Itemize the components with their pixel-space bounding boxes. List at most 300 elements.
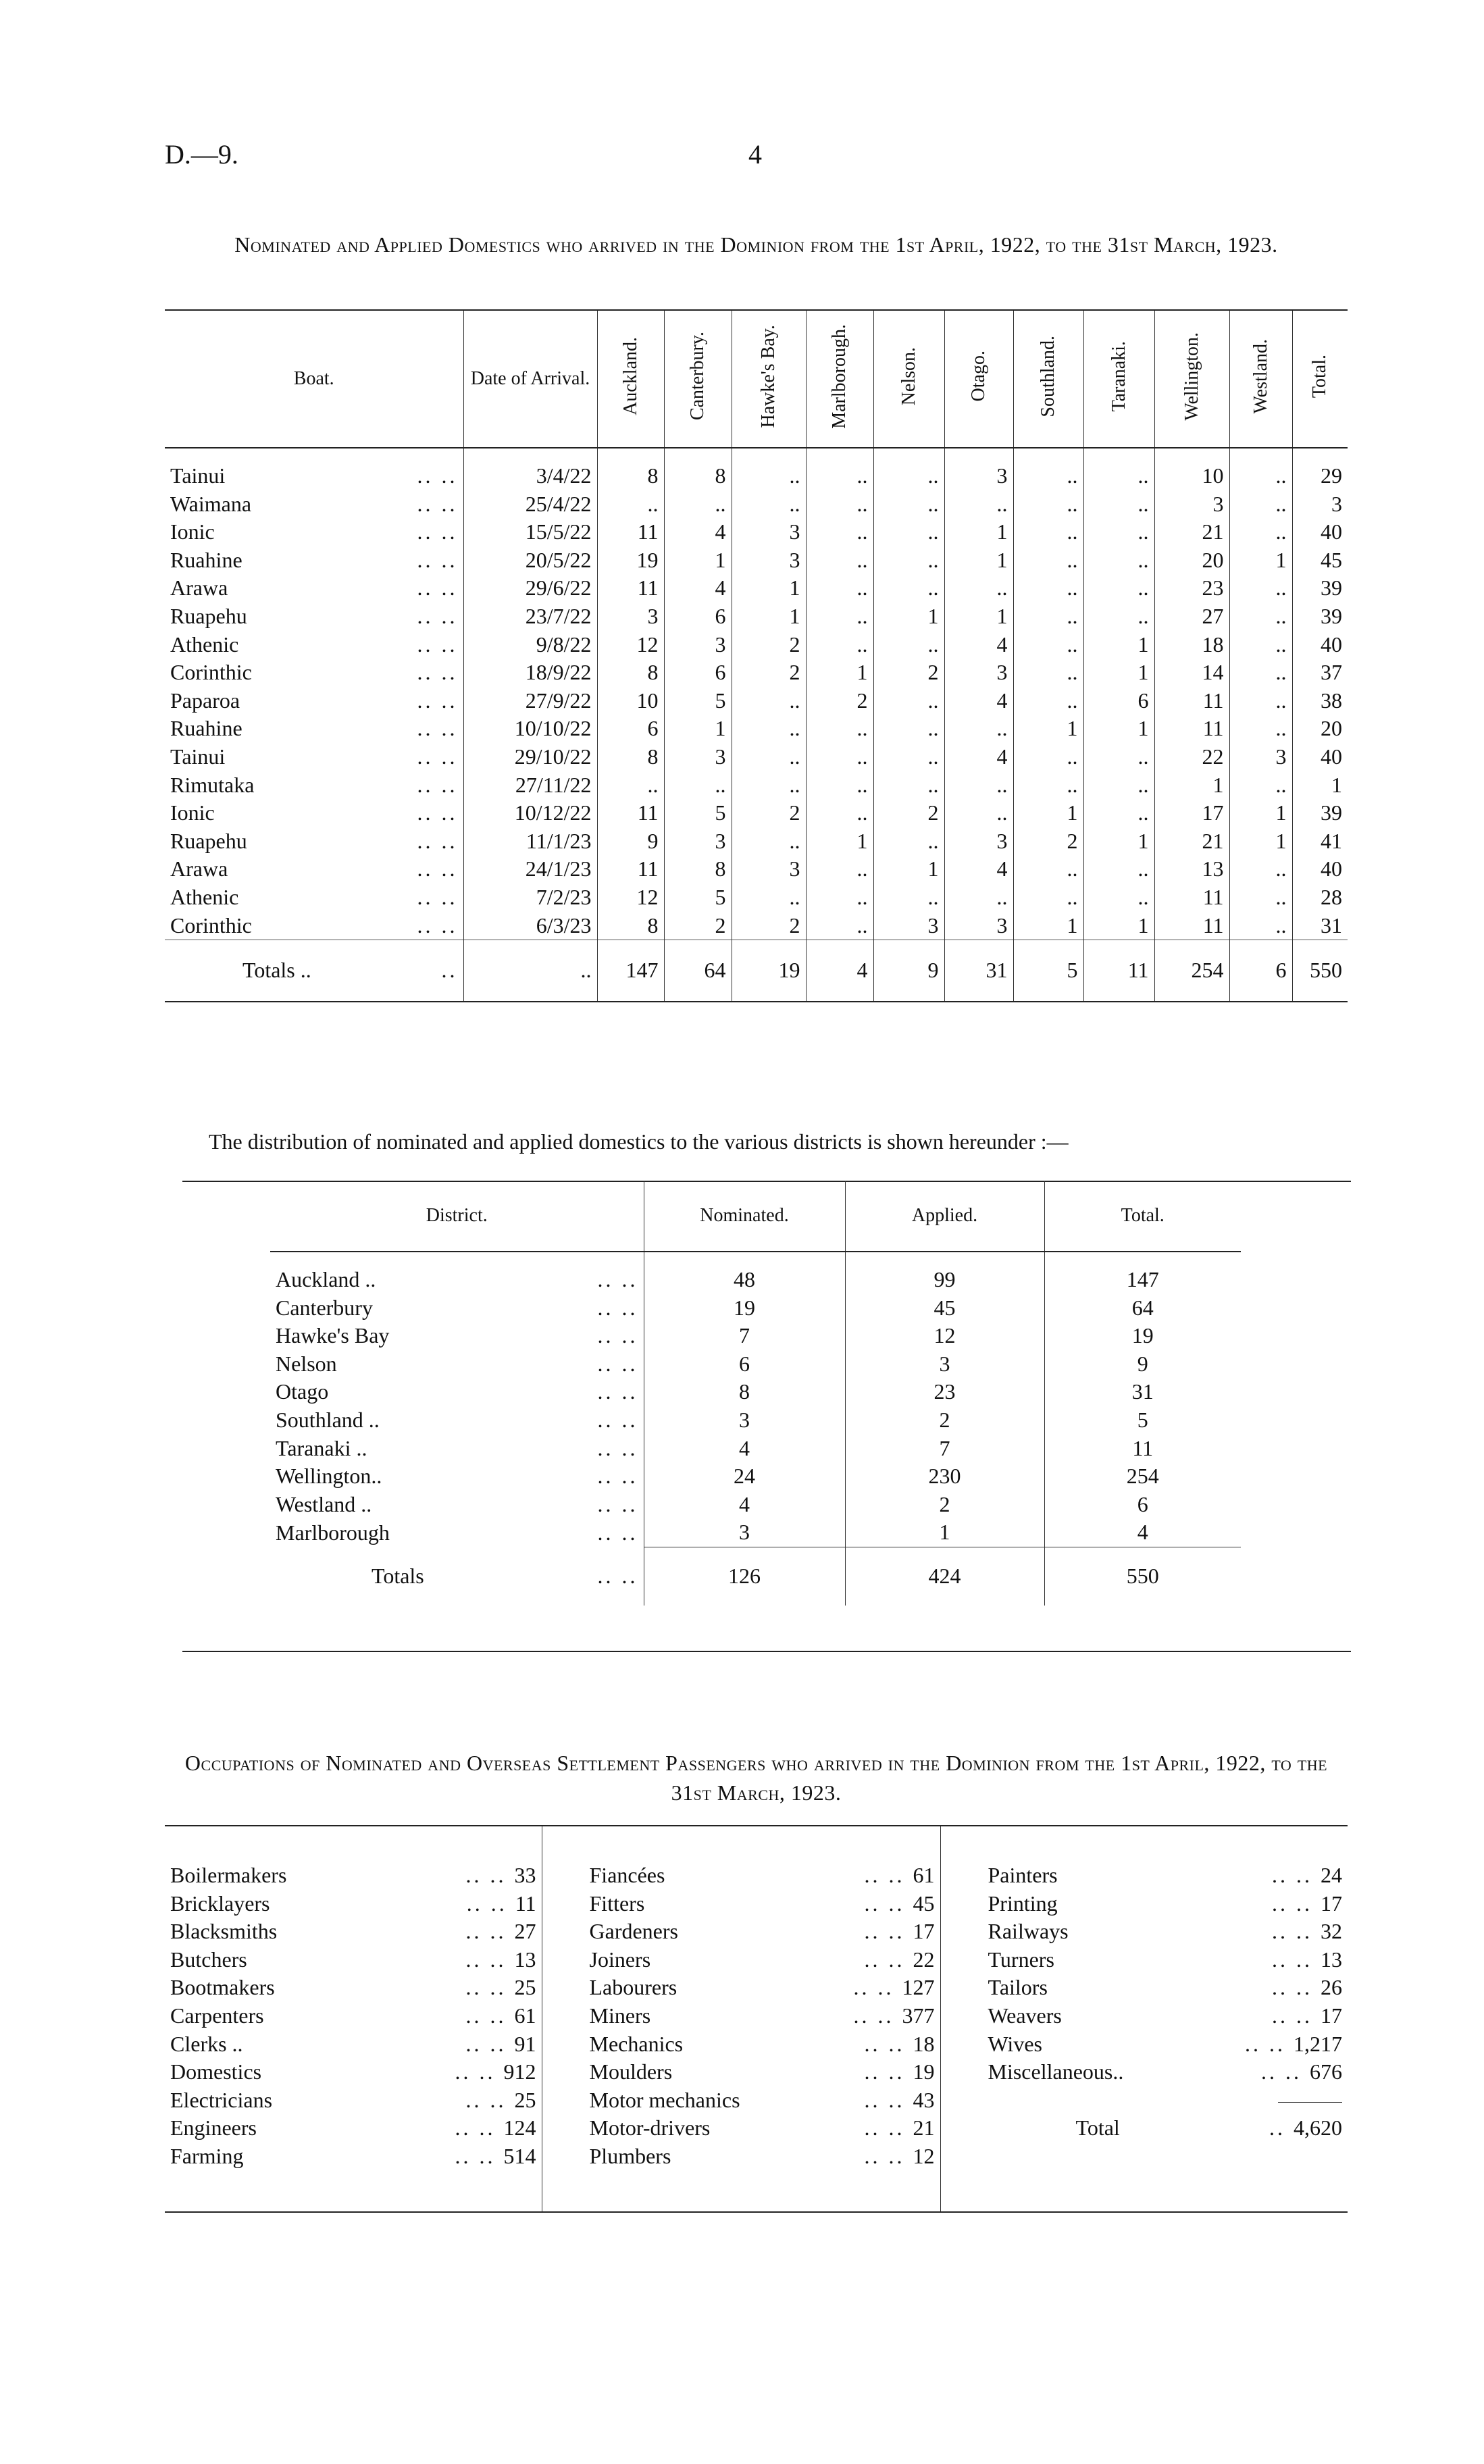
leader-dots: .. .. bbox=[465, 1975, 515, 2000]
date-cell: 24/1/23 bbox=[463, 855, 597, 883]
cell-text: Ruahine bbox=[170, 547, 242, 572]
value-cell: .. bbox=[1013, 574, 1083, 602]
column-header: Total. bbox=[1044, 1181, 1241, 1252]
occupation-label: Railways bbox=[940, 1918, 1163, 1946]
occupation-label: Labourers bbox=[542, 1974, 751, 2002]
table-row bbox=[270, 1378, 1241, 1406]
value-cell: .. bbox=[1229, 771, 1292, 800]
value-cell: .. bbox=[1083, 602, 1154, 631]
leader-dots: .. .. bbox=[465, 2003, 515, 2028]
boat-name-cell bbox=[165, 659, 463, 687]
value-cell: 1 bbox=[1229, 546, 1292, 575]
value-cell: 8 bbox=[597, 912, 664, 940]
value-cell: .. bbox=[806, 631, 873, 659]
value-cell: 3 bbox=[845, 1350, 1044, 1379]
boat-name-cell bbox=[165, 799, 463, 827]
leader-dots: .. .. bbox=[864, 1891, 913, 1916]
cell-text: 912 bbox=[503, 2059, 536, 2084]
leader-dots: .. .. bbox=[417, 519, 458, 544]
occupation-count bbox=[1163, 1918, 1348, 1946]
column-header bbox=[1229, 310, 1292, 448]
leader-dots: .. .. bbox=[417, 688, 458, 713]
value-cell: .. bbox=[664, 771, 732, 800]
value-cell: .. bbox=[1229, 883, 1292, 912]
table-row bbox=[165, 715, 1348, 743]
value-cell: 8 bbox=[644, 1378, 845, 1406]
table-row bbox=[165, 1826, 1348, 1890]
district-cell bbox=[270, 1491, 644, 1519]
boat-name-cell bbox=[165, 546, 463, 575]
district-cell bbox=[270, 1547, 644, 1606]
occupation-label: Farming bbox=[170, 2143, 244, 2168]
column-header-label: Date of Arrival. bbox=[470, 368, 590, 389]
table-row bbox=[165, 771, 1348, 800]
district-cell bbox=[270, 1518, 644, 1547]
value-cell: .. bbox=[806, 448, 873, 490]
value-cell: 1 bbox=[664, 715, 732, 743]
value-cell: 11 bbox=[1154, 687, 1229, 715]
boat-name-cell bbox=[165, 715, 463, 743]
occupation-count bbox=[327, 1974, 542, 2002]
value-cell: 1 bbox=[1013, 715, 1083, 743]
cell-text: Wellington.. bbox=[276, 1464, 382, 1489]
cell-text: Canterbury bbox=[276, 1295, 373, 1320]
value-cell: .. bbox=[1013, 855, 1083, 883]
value-cell: 6 bbox=[664, 602, 732, 631]
occupation-count bbox=[327, 1890, 542, 1918]
cell-text: 4,620 bbox=[1294, 2115, 1342, 2140]
value-cell: 11 bbox=[1154, 715, 1229, 743]
value-cell: 13 bbox=[1154, 855, 1229, 883]
value-cell: 1 bbox=[806, 659, 873, 687]
table-row bbox=[270, 1252, 1241, 1294]
occupation-count bbox=[751, 2142, 940, 2212]
leader-dots: .. .. bbox=[465, 2031, 515, 2056]
leader-dots: .. .. bbox=[417, 913, 458, 938]
cell-text: Arawa bbox=[170, 856, 228, 881]
value-cell: .. bbox=[873, 546, 944, 575]
value-cell: 230 bbox=[845, 1462, 1044, 1491]
boat-name-cell bbox=[165, 912, 463, 940]
value-cell: 1 bbox=[1229, 799, 1292, 827]
value-cell: 8 bbox=[664, 855, 732, 883]
value-cell: .. bbox=[806, 799, 873, 827]
table-row bbox=[165, 687, 1348, 715]
value-cell: 11 bbox=[1083, 940, 1154, 1002]
cell-text: 11 bbox=[515, 1891, 536, 1916]
table1-title: Nominated and Applied Domestics who arrived in the Dominion from the 1st April, 1922, to the 31st March, 1923. bbox=[234, 232, 1278, 257]
value-cell: 39 bbox=[1292, 799, 1348, 827]
boat-name-cell bbox=[165, 574, 463, 602]
column-header-label: Southland. bbox=[1038, 335, 1058, 417]
table-row bbox=[165, 2114, 1348, 2142]
value-cell: 40 bbox=[1292, 631, 1348, 659]
page-number: 4 bbox=[748, 139, 762, 170]
value-cell: 20 bbox=[1154, 546, 1229, 575]
cell-text: Corinthic bbox=[170, 660, 252, 685]
value-cell: 10 bbox=[597, 687, 664, 715]
occupation-count bbox=[1163, 1890, 1348, 1918]
leader-dots: .. .. bbox=[417, 491, 458, 516]
leader-dots: .. .. bbox=[417, 716, 458, 741]
table-row bbox=[165, 2002, 1348, 2030]
value-cell: 1 bbox=[732, 574, 806, 602]
value-cell: 7 bbox=[644, 1322, 845, 1350]
leader-dots: .. .. bbox=[1272, 1975, 1321, 2000]
cell-text: 27 bbox=[514, 1919, 536, 1944]
value-cell: 3 bbox=[664, 827, 732, 856]
value-cell: .. bbox=[1229, 574, 1292, 602]
value-cell: 1 bbox=[732, 602, 806, 631]
leader-dots: .. .. bbox=[417, 547, 458, 572]
value-cell: 147 bbox=[1044, 1252, 1241, 1294]
occupation-label: Weavers bbox=[940, 2002, 1163, 2030]
column-header-label: Auckland. bbox=[619, 337, 641, 415]
value-cell: 20 bbox=[1292, 715, 1348, 743]
column-header-label: Canterbury. bbox=[687, 332, 708, 421]
value-cell: .. bbox=[806, 715, 873, 743]
value-cell: 1 bbox=[873, 855, 944, 883]
table-row bbox=[165, 855, 1348, 883]
occupation-label: Plumbers bbox=[542, 2142, 751, 2212]
leader-dots: .. .. bbox=[864, 2031, 913, 2056]
table-row bbox=[270, 1435, 1241, 1463]
leader-dots: .. .. bbox=[864, 2115, 913, 2140]
value-cell: .. bbox=[1229, 490, 1292, 519]
value-cell: .. bbox=[1013, 631, 1083, 659]
table-row bbox=[165, 827, 1348, 856]
value-cell: .. bbox=[664, 490, 732, 519]
value-cell: .. bbox=[1013, 602, 1083, 631]
value-cell: .. bbox=[732, 687, 806, 715]
value-cell: 3 bbox=[664, 631, 732, 659]
date-cell: 7/2/23 bbox=[463, 883, 597, 912]
cell-text: Corinthic bbox=[170, 913, 252, 938]
leader-dots: .. .. bbox=[417, 884, 458, 909]
occupation-label: Tailors bbox=[940, 1974, 1163, 2002]
column-header bbox=[165, 310, 463, 448]
value-cell: 10 bbox=[1154, 448, 1229, 490]
value-cell: .. bbox=[806, 855, 873, 883]
value-cell: 1 bbox=[1229, 827, 1292, 856]
value-cell: .. bbox=[873, 574, 944, 602]
leader-dots: .. .. bbox=[465, 1863, 515, 1887]
value-cell: 7 bbox=[845, 1435, 1044, 1463]
leader-dots: .. .. bbox=[864, 1919, 913, 1944]
value-cell: .. bbox=[1083, 771, 1154, 800]
date-cell: 25/4/22 bbox=[463, 490, 597, 519]
table-row bbox=[165, 1890, 1348, 1918]
occupation-count bbox=[327, 1918, 542, 1946]
value-cell: 6 bbox=[1083, 687, 1154, 715]
occupation-label: Painters bbox=[940, 1826, 1163, 1890]
value-cell: 17 bbox=[1154, 799, 1229, 827]
value-cell: .. bbox=[1083, 883, 1154, 912]
value-cell: 1 bbox=[806, 827, 873, 856]
column-header-label: Wellington. bbox=[1181, 332, 1202, 421]
column-header-label: Total. bbox=[1309, 354, 1331, 399]
value-cell: 31 bbox=[944, 940, 1013, 1002]
value-cell: 12 bbox=[597, 883, 664, 912]
occupation-label bbox=[940, 2142, 1163, 2212]
leader-dots: .. .. bbox=[864, 2059, 913, 2084]
value-cell: 6 bbox=[644, 1350, 845, 1379]
occupation-count bbox=[751, 1946, 940, 1974]
value-cell: .. bbox=[873, 518, 944, 546]
value-cell: 3 bbox=[732, 518, 806, 546]
cell-text: Ionic bbox=[170, 519, 215, 544]
cell-text: Tainui bbox=[170, 744, 226, 769]
occupation-label: Bricklayers bbox=[170, 1891, 270, 1916]
occupation-count bbox=[1163, 2058, 1348, 2086]
leader-dots: .. .. bbox=[1245, 2031, 1294, 2056]
value-cell: 5 bbox=[664, 687, 732, 715]
leader-dots: .. .. bbox=[597, 1351, 638, 1376]
column-header bbox=[806, 310, 873, 448]
value-cell: 23 bbox=[845, 1378, 1044, 1406]
boat-name-cell bbox=[165, 490, 463, 519]
value-cell: 31 bbox=[1292, 912, 1348, 940]
boat-name-cell bbox=[165, 827, 463, 856]
occupation-label: Engineers bbox=[170, 2115, 257, 2140]
cell-text: Paparoa bbox=[170, 688, 240, 713]
value-cell: 9 bbox=[873, 940, 944, 1002]
table-row bbox=[270, 1322, 1241, 1350]
value-cell: .. bbox=[1229, 602, 1292, 631]
leader-dots: .. bbox=[441, 958, 458, 983]
cell-text: 21 bbox=[913, 2115, 935, 2140]
cell-text: Marlborough bbox=[276, 1520, 390, 1545]
value-cell: .. bbox=[1013, 687, 1083, 715]
value-cell: .. bbox=[732, 883, 806, 912]
leader-dots: .. .. bbox=[853, 1975, 902, 2000]
cell-text: Auckland .. bbox=[276, 1267, 376, 1291]
value-cell: 3 bbox=[644, 1518, 845, 1547]
value-cell: 8 bbox=[664, 448, 732, 490]
date-cell: 20/5/22 bbox=[463, 546, 597, 575]
occupation-count bbox=[327, 1946, 542, 1974]
district-cell bbox=[270, 1406, 644, 1435]
column-header bbox=[1292, 310, 1348, 448]
value-cell: .. bbox=[1083, 743, 1154, 771]
occupation-label: Electricians bbox=[170, 2087, 273, 2112]
leader-dots: .. .. bbox=[853, 2003, 902, 2028]
value-cell: .. bbox=[1013, 490, 1083, 519]
value-cell: .. bbox=[732, 448, 806, 490]
occupation-label: Blacksmiths bbox=[170, 1919, 278, 1944]
value-cell: 48 bbox=[644, 1252, 845, 1294]
table-row bbox=[165, 490, 1348, 519]
value-cell: 3 bbox=[873, 912, 944, 940]
value-cell: 11 bbox=[1044, 1435, 1241, 1463]
value-cell: 126 bbox=[644, 1547, 845, 1606]
value-cell: 424 bbox=[845, 1547, 1044, 1606]
value-cell: 29 bbox=[1292, 448, 1348, 490]
date-cell: 29/6/22 bbox=[463, 574, 597, 602]
occupation-count bbox=[751, 1918, 940, 1946]
leader-dots: .. .. bbox=[465, 2087, 515, 2112]
value-cell: 11 bbox=[1154, 912, 1229, 940]
value-cell: 2 bbox=[732, 799, 806, 827]
domestics-arrivals-table bbox=[165, 309, 1348, 1002]
leader-dots: .. .. bbox=[864, 1863, 913, 1887]
leader-dots: .. .. bbox=[1272, 1891, 1321, 1916]
date-cell: 3/4/22 bbox=[463, 448, 597, 490]
cell-text: Otago bbox=[276, 1379, 329, 1404]
value-cell: 21 bbox=[1154, 827, 1229, 856]
cell-text: Southland .. bbox=[276, 1407, 380, 1432]
value-cell: 6 bbox=[597, 715, 664, 743]
leader-dots: .. .. bbox=[597, 1520, 638, 1545]
value-cell: 550 bbox=[1292, 940, 1348, 1002]
occupation-label: Turners bbox=[940, 1946, 1163, 1974]
value-cell: 4 bbox=[944, 743, 1013, 771]
table-row bbox=[165, 1946, 1348, 1974]
leader-dots: .. .. bbox=[864, 2087, 913, 2112]
value-cell: 9 bbox=[597, 827, 664, 856]
cell-text: Ionic bbox=[170, 800, 215, 825]
totals-row bbox=[270, 1547, 1241, 1606]
occupation-count bbox=[1163, 1974, 1348, 2002]
leader-dots: .. .. bbox=[597, 1491, 638, 1516]
leader-dots: .. .. bbox=[417, 800, 458, 825]
leader-dots: .. .. bbox=[597, 1435, 638, 1460]
cell-text: 514 bbox=[503, 2143, 536, 2168]
cell-text: 61 bbox=[913, 1863, 935, 1887]
value-cell: .. bbox=[1083, 799, 1154, 827]
cell-text: 17 bbox=[1321, 1891, 1342, 1916]
value-cell: 19 bbox=[644, 1294, 845, 1323]
table-row bbox=[270, 1294, 1241, 1323]
value-cell: 37 bbox=[1292, 659, 1348, 687]
occupation-count bbox=[1163, 2114, 1348, 2142]
column-header-label: Otago. bbox=[968, 351, 989, 402]
column-header bbox=[1083, 310, 1154, 448]
value-cell: 2 bbox=[873, 659, 944, 687]
value-cell: 1 bbox=[1083, 659, 1154, 687]
leader-dots: .. .. bbox=[1272, 2003, 1321, 2028]
occupation-count bbox=[327, 2086, 542, 2115]
cell-text: 33 bbox=[514, 1863, 536, 1887]
value-cell: 3 bbox=[732, 546, 806, 575]
value-cell: 1 bbox=[1083, 827, 1154, 856]
occupation-count bbox=[751, 1826, 940, 1890]
value-cell: .. bbox=[806, 912, 873, 940]
value-cell: 40 bbox=[1292, 518, 1348, 546]
value-cell: .. bbox=[732, 771, 806, 800]
occupation-count bbox=[327, 2002, 542, 2030]
occupation-count bbox=[1163, 1826, 1348, 1890]
value-cell: 27 bbox=[1154, 602, 1229, 631]
value-cell: 1 bbox=[1292, 771, 1348, 800]
value-cell: .. bbox=[732, 490, 806, 519]
value-cell: .. bbox=[873, 715, 944, 743]
cell-text: 17 bbox=[913, 1919, 935, 1944]
leader-dots: .. .. bbox=[597, 1379, 638, 1404]
cell-text: 124 bbox=[503, 2115, 536, 2140]
leader-dots: .. .. bbox=[1261, 2059, 1310, 2084]
column-header bbox=[1154, 310, 1229, 448]
value-cell: .. bbox=[1229, 687, 1292, 715]
cell-text: Arawa bbox=[170, 575, 228, 600]
value-cell: 11 bbox=[597, 855, 664, 883]
value-cell: 3 bbox=[944, 659, 1013, 687]
boat-name-cell bbox=[165, 743, 463, 771]
value-cell: 39 bbox=[1292, 574, 1348, 602]
occupation-count bbox=[751, 2058, 940, 2086]
cell-text: 45 bbox=[913, 1891, 935, 1916]
cell-text: Taranaki .. bbox=[276, 1435, 367, 1460]
leader-dots: .. .. bbox=[465, 1947, 515, 1972]
value-cell: .. bbox=[806, 771, 873, 800]
occupation-count bbox=[1163, 2030, 1348, 2059]
value-cell: .. bbox=[732, 827, 806, 856]
value-cell: 12 bbox=[597, 631, 664, 659]
cell-text: Hawke's Bay bbox=[276, 1323, 390, 1348]
value-cell: 1 bbox=[944, 518, 1013, 546]
table-row bbox=[165, 2142, 1348, 2212]
occupation-count bbox=[751, 1890, 940, 1918]
value-cell: 19 bbox=[597, 546, 664, 575]
value-cell: 11 bbox=[597, 799, 664, 827]
value-cell: 1 bbox=[1013, 799, 1083, 827]
table-row bbox=[270, 1406, 1241, 1435]
occupation-count bbox=[327, 2058, 542, 2086]
value-cell: 31 bbox=[1044, 1378, 1241, 1406]
value-cell: 4 bbox=[664, 518, 732, 546]
leader-dots: .. .. bbox=[1272, 1863, 1321, 1887]
cell-text: 61 bbox=[514, 2003, 536, 2028]
occupations-table bbox=[165, 1825, 1348, 2213]
value-cell: 11 bbox=[597, 518, 664, 546]
value-cell: .. bbox=[944, 883, 1013, 912]
value-cell: 19 bbox=[732, 940, 806, 1002]
value-cell: 9 bbox=[1044, 1350, 1241, 1379]
distribution-table bbox=[270, 1181, 1241, 1606]
occupation-label: Printing bbox=[940, 1890, 1163, 1918]
value-cell: .. bbox=[944, 715, 1013, 743]
value-cell: 99 bbox=[845, 1252, 1044, 1294]
occupation-label bbox=[940, 2086, 1163, 2115]
occupation-count bbox=[327, 1826, 542, 1890]
occupation-label: Miscellaneous.. bbox=[940, 2058, 1163, 2086]
value-cell: .. bbox=[873, 883, 944, 912]
leader-dots: .. .. bbox=[455, 2059, 504, 2084]
district-cell bbox=[270, 1350, 644, 1379]
value-cell: 8 bbox=[597, 743, 664, 771]
leader-dots: .. .. bbox=[864, 2143, 913, 2168]
boat-name-cell bbox=[165, 631, 463, 659]
distribution-bottom-rule bbox=[182, 1651, 1351, 1652]
date-cell: 10/12/22 bbox=[463, 799, 597, 827]
leader-dots: .. .. bbox=[597, 1407, 638, 1432]
table-row bbox=[270, 1518, 1241, 1547]
leader-dots: .. .. bbox=[466, 1891, 515, 1916]
value-cell: .. bbox=[873, 771, 944, 800]
column-header: District. bbox=[270, 1181, 644, 1252]
boat-name-cell bbox=[165, 771, 463, 800]
value-cell: 1 bbox=[944, 602, 1013, 631]
table-row bbox=[165, 912, 1348, 940]
occupation-label: Joiners bbox=[542, 1946, 751, 1974]
value-cell: 24 bbox=[644, 1462, 845, 1491]
value-cell: 14 bbox=[1154, 659, 1229, 687]
leader-dots: .. .. bbox=[1272, 1919, 1321, 1944]
value-cell: 4 bbox=[944, 855, 1013, 883]
occupation-count bbox=[327, 2114, 542, 2142]
date-cell: .. bbox=[463, 940, 597, 1002]
value-cell: .. bbox=[1083, 574, 1154, 602]
